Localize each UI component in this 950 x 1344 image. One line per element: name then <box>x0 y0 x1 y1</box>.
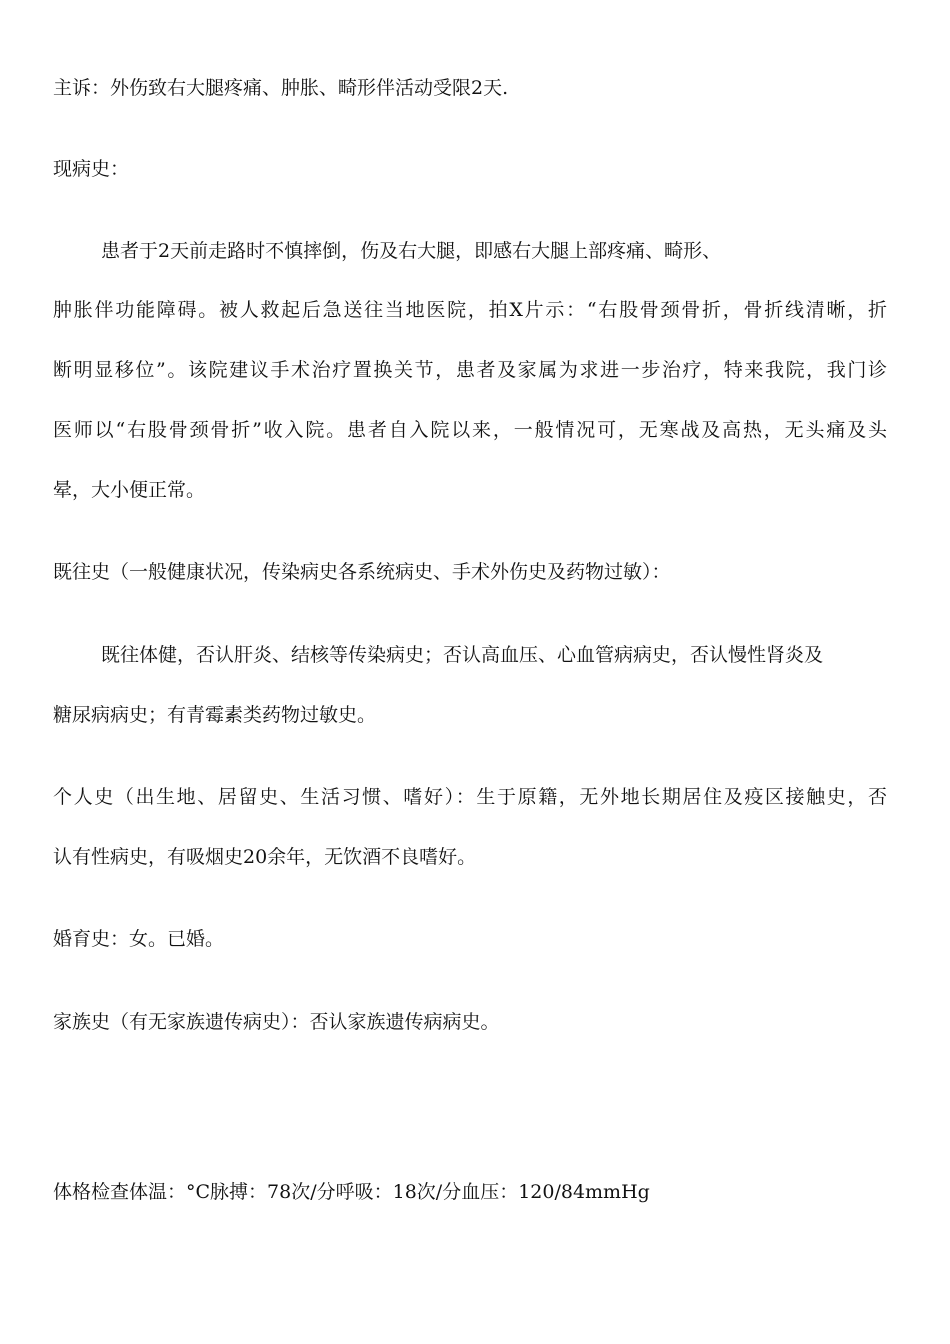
present-illness-line: 医师以“右股骨颈骨折”收入院。患者自入院以来，一般情况可，无寒战及高热，无头痛及头 <box>53 419 887 441</box>
present-illness-line: 晕，大小便正常。 <box>53 479 206 501</box>
past-history-line: 糖尿病病史；有青霉素类药物过敏史。 <box>53 704 377 726</box>
chief-complaint: 主诉：外伤致右大腿疼痛、肿胀、畸形伴活动受限2天. <box>53 77 509 99</box>
physical-exam: 体格检查体温：°C脉搏：78次/分呼吸：18次/分血压：120/84mmHg <box>53 1181 650 1203</box>
marital-history: 婚育史：女。已婚。 <box>53 928 225 950</box>
personal-history-line: 个人史（出生地、居留史、生活习惯、嗜好）：生于原籍，无外地长期居住及疫区接触史，否 <box>53 786 887 808</box>
personal-history-line: 认有性病史，有吸烟史20余年，无饮酒不良嗜好。 <box>53 846 477 868</box>
present-illness-line: 断明显移位”。该院建议手术治疗置换关节，患者及家属为求进一步治疗，特来我院，我门诊 <box>53 359 887 381</box>
family-history: 家族史（有无家族遗传病史）：否认家族遗传病病史。 <box>53 1011 500 1033</box>
past-history-line: 既往体健，否认肝炎、结核等传染病史；否认高血压、心血管病病史，否认慢性肾炎及 <box>101 644 824 666</box>
past-history-heading: 既往史（一般健康状况，传染病史各系统病史、手术外伤史及药物过敏）： <box>53 561 671 583</box>
present-illness-line: 肿胀伴功能障碍。被人救起后急送往当地医院，拍X片示：“右股骨颈骨折，骨折线清晰，折 <box>53 299 887 321</box>
present-illness-line: 患者于2天前走路时不慎摔倒，伤及右大腿，即感右大腿上部疼痛、畸形、 <box>101 240 722 262</box>
present-illness-heading: 现病史： <box>53 158 130 180</box>
